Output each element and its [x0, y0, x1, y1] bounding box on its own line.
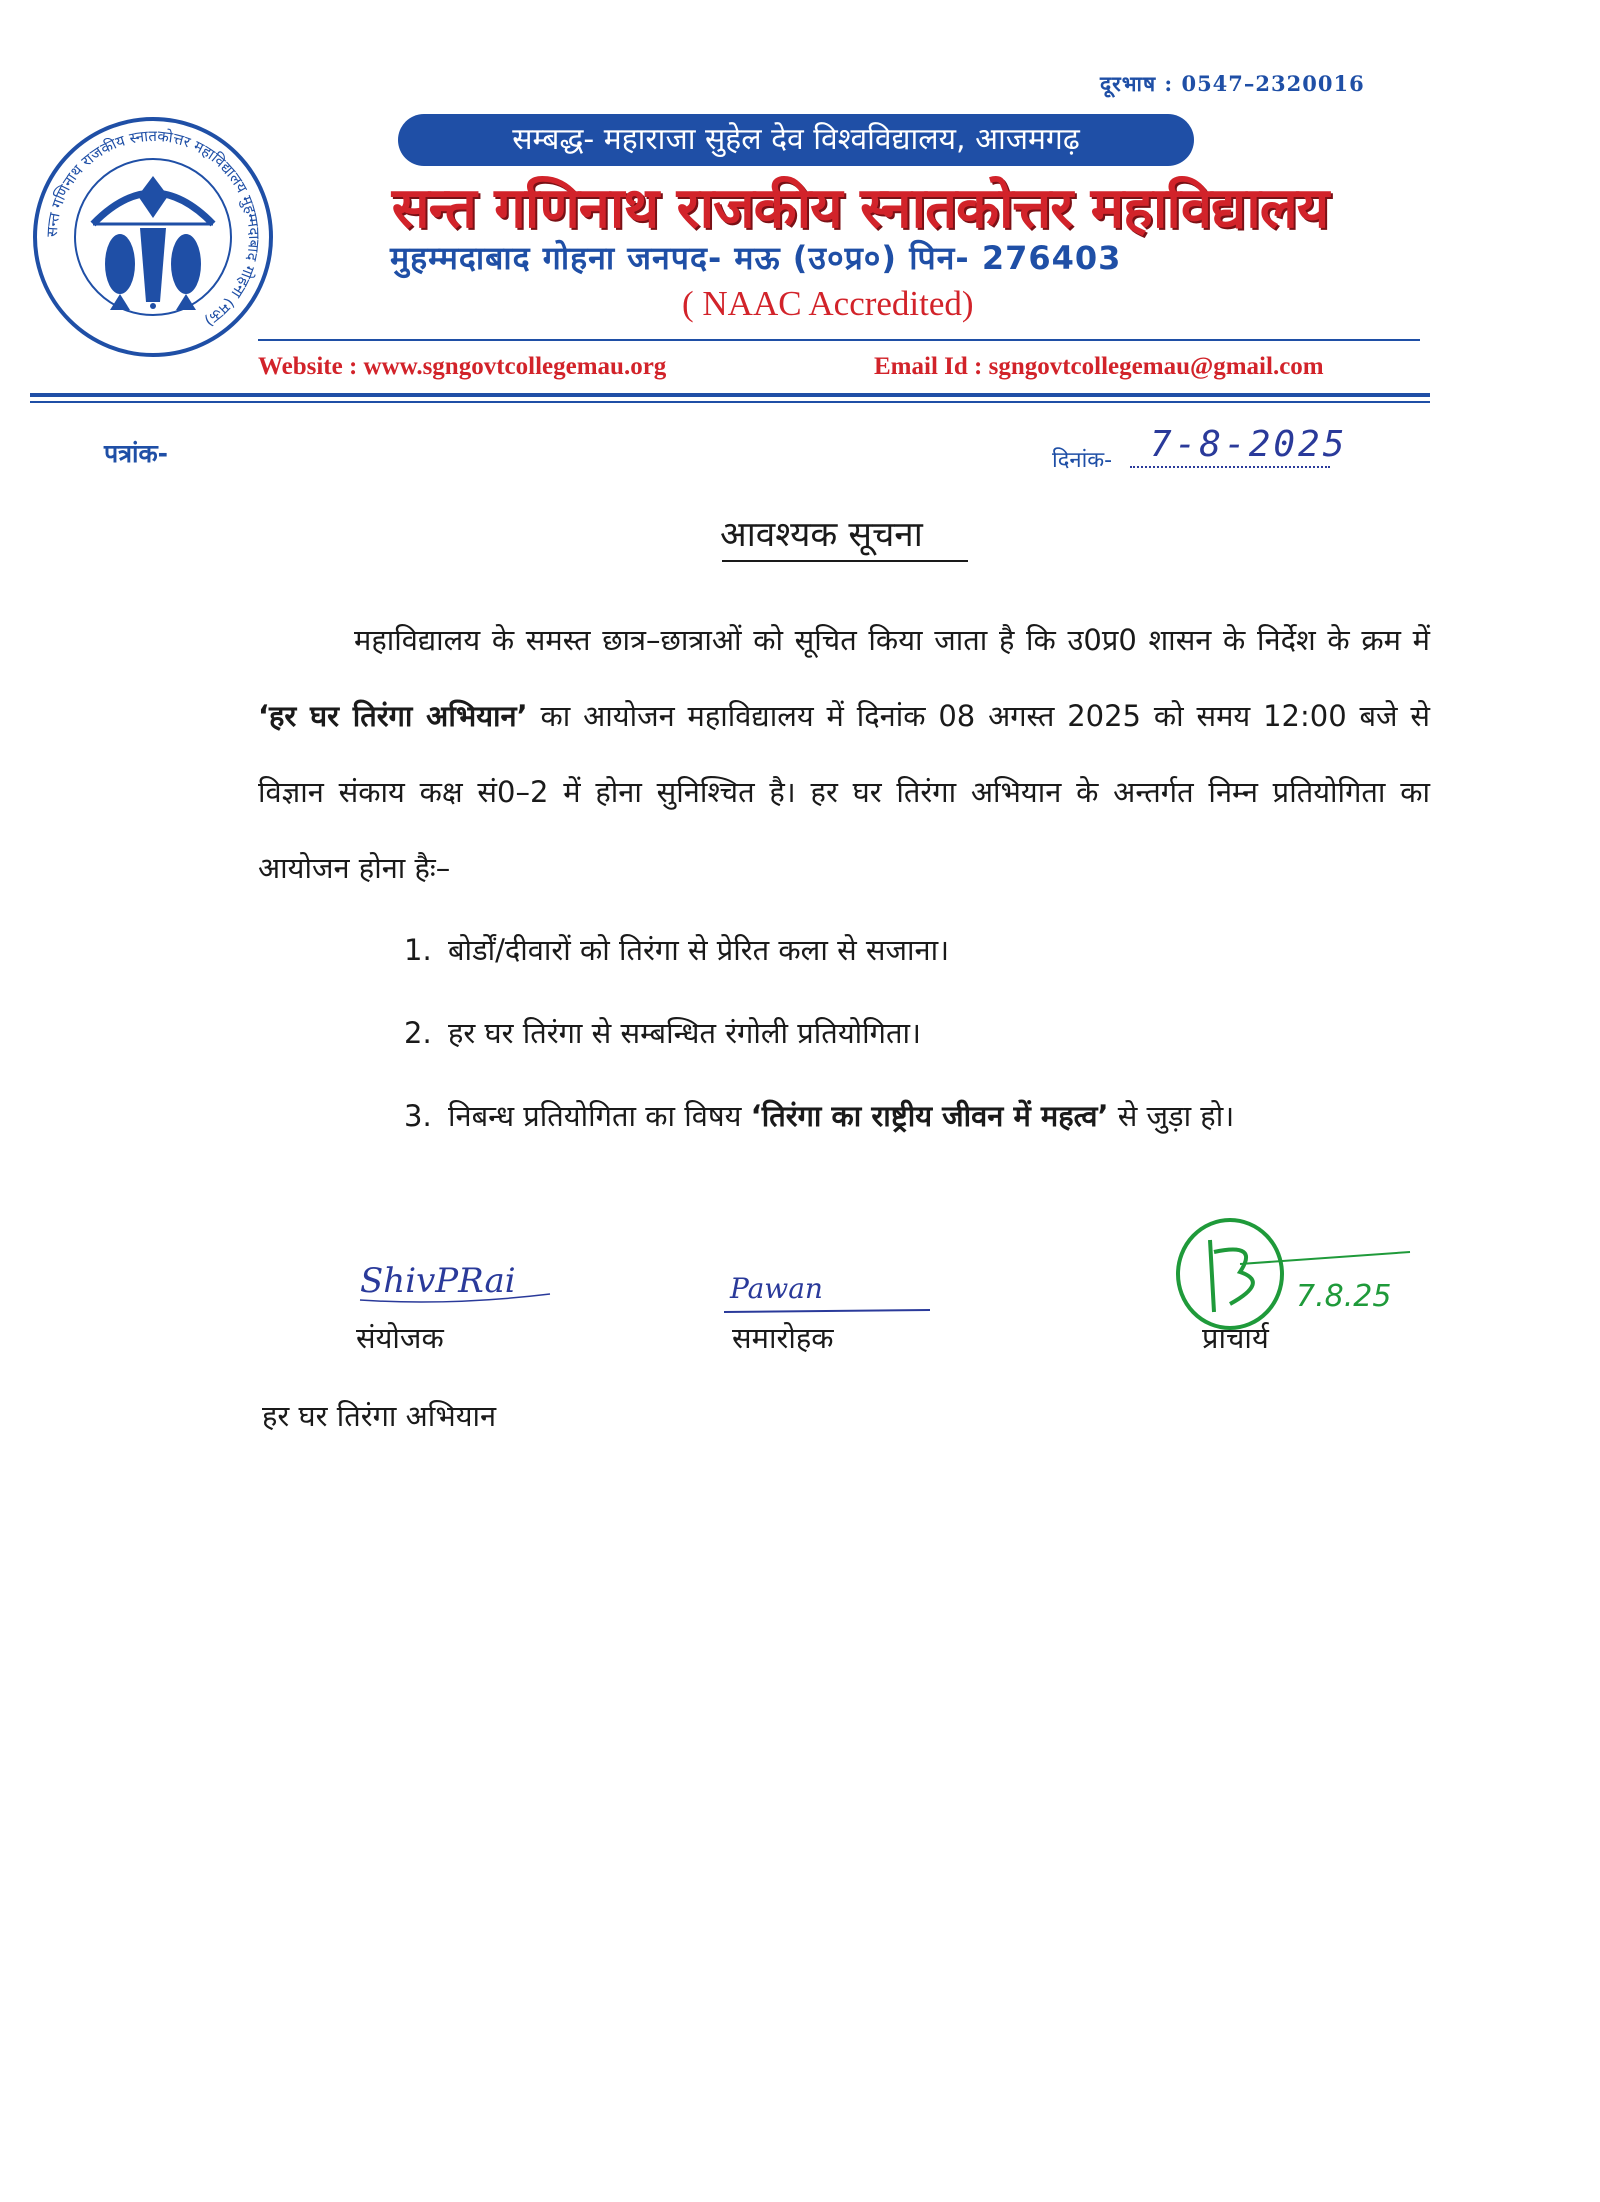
list-item — [404, 1096, 1404, 1136]
naac-accreditation: ( NAAC Accredited) — [682, 284, 974, 323]
affiliation-banner: सम्बद्ध- महाराजा सुहेल देव विश्वविद्यालय, आजमगढ़ — [398, 114, 1194, 166]
campaign-footer: हर घर तिरंगा अभियान — [262, 1399, 497, 1433]
website-link[interactable]: Website : www.sgngovtcollegemau.org — [258, 353, 667, 380]
paragraph-part-1: महाविद्यालय के समस्त छात्र–छात्राओं को सूचित किया जाता है कि उ0प्र0 शासन के निर्देश के क्रम में — [354, 623, 1430, 657]
list-item-text: हर घर तिरंगा से सम्बन्धित रंगोली प्रतियोगिता। — [448, 1016, 922, 1050]
list-item-text: बोर्डों/दीवारों को तिरंगा से प्रेरित कला से सजाना। — [448, 933, 950, 967]
competition-list — [404, 930, 1404, 1179]
header-double-rule-top — [30, 393, 1430, 397]
convener-label: संयोजक — [356, 1321, 444, 1355]
phone-number: दूरभाष : 0547–2320016 — [1100, 71, 1365, 96]
email-link[interactable]: Email Id : sgngovtcollegemau@gmail.com — [874, 353, 1324, 380]
college-emblem — [28, 112, 278, 362]
emblem-ring-text: सन्त गणिनाथ राजकीय स्नातकोत्तर महाविद्यालय मुहम्मदाबाद गोहना (मऊ) — [42, 126, 264, 331]
college-name: सन्त गणिनाथ राजकीय स्नातकोत्तर महाविद्यालय — [391, 176, 1329, 241]
list-item-number: 2. — [404, 1016, 432, 1050]
svg-text:ShivPRai: ShivPRai — [360, 1261, 516, 1301]
convener-signature — [350, 1250, 570, 1310]
notice-paragraph — [258, 602, 1430, 906]
notice-title: आवश्यक सूचना — [720, 515, 923, 555]
list-item-text-pre: निबन्ध प्रतियोगिता का विषय — [448, 1099, 751, 1133]
handwritten-date: 7-8-2025 — [1150, 424, 1348, 465]
svg-text:Pawan: Pawan — [730, 1272, 823, 1305]
reference-label: पत्रांक- — [104, 439, 169, 468]
ceremonial-officer-signature — [710, 1262, 940, 1322]
date-label: दिनांक- — [1052, 448, 1113, 473]
svg-text:7.8.25: 7.8.25 — [1296, 1279, 1392, 1314]
principal-label: प्राचार्य — [1202, 1321, 1269, 1355]
list-item-text-post: से जुड़ा हो। — [1108, 1099, 1235, 1133]
title-underline — [722, 560, 968, 562]
list-item — [404, 930, 1404, 970]
campaign-name-bold: ‘हर घर तिरंगा अभियान’ — [258, 699, 528, 733]
date-dotted-line — [1130, 466, 1330, 468]
ceremonial-officer-label: समारोहक — [732, 1321, 834, 1355]
list-item — [404, 1013, 1404, 1053]
list-item-number: 1. — [404, 933, 432, 967]
header-double-rule-bottom — [30, 401, 1430, 403]
header-divider — [258, 339, 1420, 341]
paragraph-part-2: का आयोजन महाविद्यालय में दिनांक 08 अगस्त 2025 को समय 12:00 बजे से विज्ञान संकाय कक्ष सं0–2 में होना सुनिश्चित है। हर घर तिरंगा अभियान के अन्तर्गत निम्न प्रतियोगिता का आयोजन होना हैः– — [258, 699, 1430, 885]
essay-topic-bold: ‘तिरंगा का राष्ट्रीय जीवन में महत्व’ — [750, 1099, 1109, 1133]
college-address: मुहम्मदाबाद गोहना जनपद- मऊ (उ०प्र०) पिन- 276403 — [390, 239, 1122, 277]
list-item-number: 3. — [404, 1099, 432, 1133]
